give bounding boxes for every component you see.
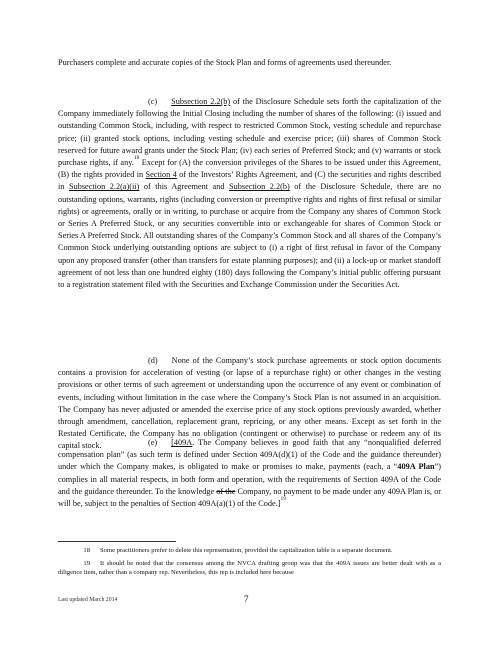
footnote-ref: 19: [280, 496, 286, 503]
last-updated: Last updated March 2014: [58, 597, 118, 603]
paragraph-c: [58, 96, 441, 291]
paragraph-text: of this Agreement and: [139, 182, 230, 192]
section-heading: [409A: [171, 438, 193, 447]
paragraph-label: (d): [148, 356, 158, 365]
paragraph-text: ”) complies in all material respects, in both form and operation, with the requirements of Section 409A of the Code and the guidance thereunder. To the knowledge: [58, 462, 441, 496]
footnote-number: 19: [83, 559, 90, 567]
footnotes: [58, 546, 441, 581]
page-number: 7: [244, 594, 249, 604]
defined-term: 409A Plan: [397, 462, 435, 472]
footnote: [58, 559, 441, 578]
paragraph-label: (e): [148, 438, 158, 447]
paragraph-continuation: [58, 57, 441, 69]
footnote-text: It should be noted that the consensus among the NVCA drafting group was that the 409A issues are better dealt with as a diligence item, rather than a company rep. Nevertheless, this rep is included here because: [58, 559, 441, 577]
paragraph-label: (c): [148, 97, 158, 106]
subsection-reference: Subsection 2.2(b): [171, 97, 231, 106]
subsection-reference: Subsection 2.2(b): [229, 182, 290, 192]
paragraph-text: Except for (A) the conversion privileges of the Shares to be issued under this Agreement, (B) the rights provided in: [58, 158, 441, 180]
subsection-reference: Subsection 2.2(a)(ii): [68, 182, 140, 192]
paragraph-text: Purchasers complete and accurate copies of the Stock Plan and forms of agreements used thereunder.: [58, 58, 392, 67]
struck-text: of the: [216, 486, 236, 496]
paragraph-text: of the Disclosure Schedule sets forth the capitalization of the Company immediately following the Initial Closing including the number of shares of the following: (i) issued and outstanding Common Stock, including, with respect to restricted Common Stock, vesting schedule and repurchase price; (ii) granted stock options, including vesting schedule and exercise price; (iii) shares of Common Stock reserved for future award grants under the Stock Plan; (iv) each series of Preferred Stock; and (v) warrants or stock purchase rights, if any.: [58, 97, 442, 168]
footnote-number: 18: [83, 547, 90, 554]
section-reference: Section 4: [145, 170, 177, 180]
paragraph-text: None of the Company’s stock purchase agreements or stock option documents contains a provision for acceleration of vesting (or lapse of a repurchase right) or other changes in the vesting provisions or other terms of such agreement or understanding upon the occurrence of any event or combination of events, including without limitation in the case where the Company’s Stock Plan is not assumed in an acquisition. The Company has never adjusted or amended the exercise price of any stock options previously awarded, whether through amendment, cancellation, replacement grant, repricing, or any other means. Except as set forth in the Restated Certificate, the Company has no obligation (contingent or otherwise) to purchase or redeem any of its capital stock.: [58, 356, 441, 451]
footnote-text: Some practitioners prefer to delete this representation, provided the capitalization table is a separate document.: [100, 547, 393, 554]
paragraph-text: Company, no payment to be made under any 409A Plan is, or will be, subject to the penalties of Section 409A(a)(1) of the Code.]: [58, 486, 441, 509]
paragraph-text: . The Company believes in good faith that any “nonqualified deferred compensation plan” (as such term is defined under Section 409A(d)(1) of the Code and the guidance thereunder) under which the Company makes, is obligated to make or promises to make, payments (each, a “: [58, 438, 441, 472]
paragraph-e: [58, 437, 441, 510]
footnote-ref: 18: [133, 155, 140, 162]
footnote-separator: [58, 541, 176, 542]
footnote: [58, 546, 441, 556]
paragraph-text: of the Investors’ Rights Agreement, and (C) the securities and rights described in: [58, 170, 441, 192]
paragraph-text: of the Disclosure Schedule, there are no outstanding options, warrants, rights (including conversion or preemptive rights and rights of first refusal or similar rights) or agreements, orally or in writing, to purchase or acquire from the Company any shares of Common Stock or Series A Preferred Stock, or any securities convertible into or exchangeable for shares of Common Stock or Series A Preferred Stock. All outstanding shares of the Company’s Common Stock and all shares of the Company’s Common Stock underlying outstanding options are subject to (i) a right of first refusal in favor of the Company upon any proposed transfer (other than transfers for estate planning purposes); and (ii) a lock-up or market standoff agreement of not less than one hundred eighty (180) days following the Company’s initial public offering pursuant to a registration statement filed with the Securities and Exchange Commission under the Securities Act.: [58, 182, 441, 290]
